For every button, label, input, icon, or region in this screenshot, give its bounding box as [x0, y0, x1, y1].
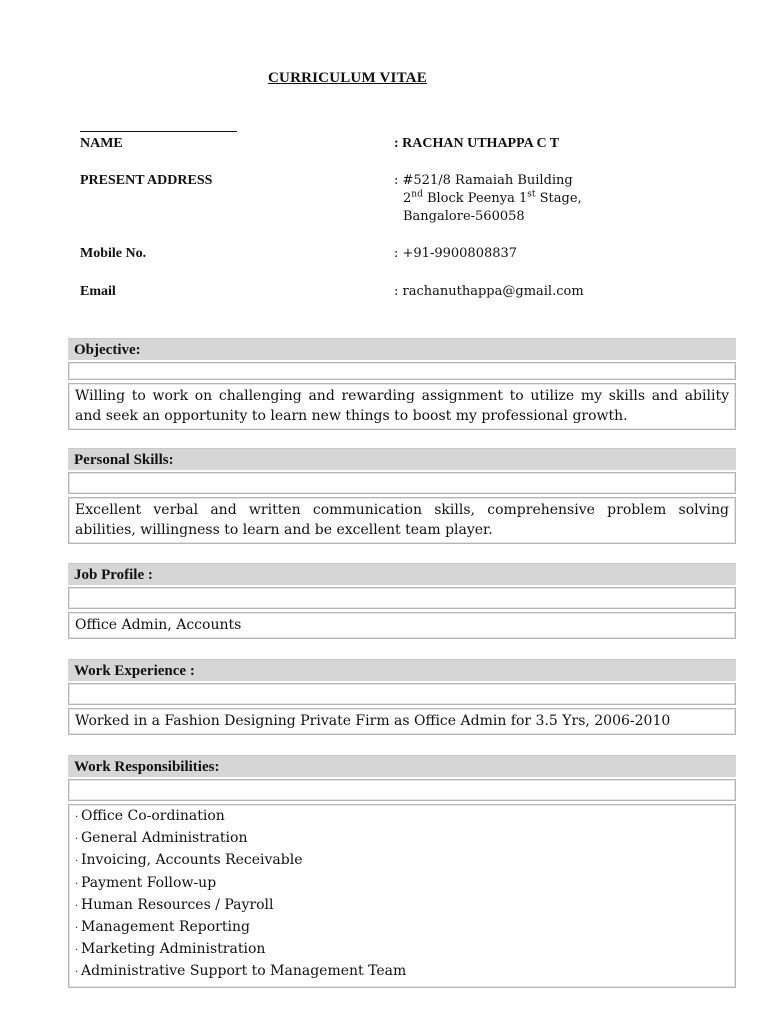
list-item: · Management Reporting: [75, 919, 250, 936]
responsibilities-list: [75, 806, 729, 984]
address-line-3: Bangalore-560058: [403, 209, 525, 224]
work-experience-header: Work Experience :: [68, 659, 736, 681]
skills-header: Personal Skills:: [68, 448, 736, 470]
list-item: · Human Resources / Payroll: [75, 896, 274, 913]
work-experience-text: Worked in a Fashion Designing Private Firm as Office Admin for 3.5 Yrs, 2006-2010: [68, 708, 736, 735]
objective-header: Objective:: [68, 338, 736, 360]
list-item: · Payment Follow-up: [75, 874, 217, 891]
skills-section: [68, 448, 736, 544]
address-label: PRESENT ADDRESS: [80, 173, 213, 188]
objective-section: [68, 338, 736, 430]
job-profile-text: Office Admin, Accounts: [68, 612, 736, 639]
job-profile-section: [68, 563, 736, 639]
job-profile-spacer-box: [68, 587, 736, 609]
document-title: CURRICULUM VITAE: [268, 70, 427, 86]
responsibilities-section: [68, 755, 736, 988]
skills-spacer-box: [68, 472, 736, 494]
mobile-label: Mobile No.: [80, 246, 147, 261]
mobile-value: : +91-9900808837: [394, 246, 518, 261]
list-item: · Administrative Support to Management Team: [75, 963, 407, 980]
name-label: NAME: [80, 136, 123, 151]
skills-text: Excellent verbal and written communication skills, comprehensive problem solving abilities, willingness to learn and be excellent team player.: [68, 497, 736, 544]
name-value: : RACHAN UTHAPPA C T: [394, 136, 560, 151]
work-experience-spacer-box: [68, 683, 736, 705]
address-value: [394, 172, 582, 226]
responsibilities-box: [68, 804, 736, 988]
work-experience-section: [68, 659, 736, 735]
job-profile-header: Job Profile :: [68, 563, 736, 585]
name-rule-divider: [80, 131, 237, 132]
objective-spacer-box: [68, 362, 736, 380]
responsibilities-spacer-box: [68, 779, 736, 801]
list-item: · Marketing Administration: [75, 941, 266, 958]
list-item: · Office Co-ordination: [75, 808, 225, 824]
responsibilities-header: Work Responsibilities:: [68, 755, 736, 777]
email-value: : rachanuthappa@gmail.com: [394, 284, 584, 299]
objective-text: Willing to work on challenging and rewarding assignment to utilize my skills and ability and seek an opportunity to learn new things to boost my professional growth.: [68, 383, 736, 430]
address-line-1: : #521/8 Ramaiah Building: [394, 173, 573, 188]
address-line-2: 2nd Block Peenya 1st Stage,: [403, 189, 582, 206]
list-item: · General Administration: [75, 830, 248, 847]
email-label: Email: [80, 284, 116, 299]
list-item: · Invoicing, Accounts Receivable: [75, 852, 303, 869]
